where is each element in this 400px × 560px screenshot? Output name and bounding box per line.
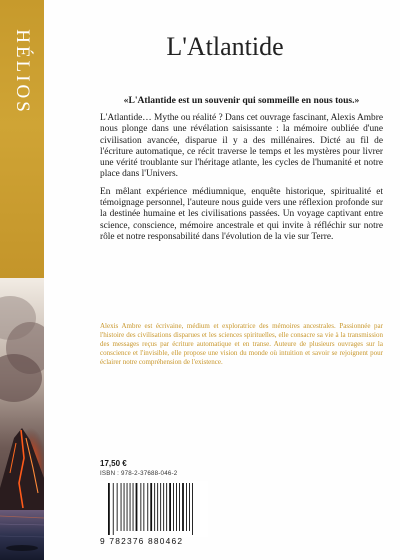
barcode-bar [133, 483, 134, 531]
barcode-bar [157, 483, 158, 531]
tagline-quote: «L'Atlantide est un souvenir qui sommeille en nous tous.» [123, 95, 360, 106]
barcode-bar [173, 483, 174, 531]
barcode-bar [140, 483, 141, 531]
spine-band [0, 0, 44, 560]
barcode-bar [143, 483, 144, 531]
barcode-bar [113, 483, 114, 535]
barcode-bar [192, 483, 193, 535]
publisher-name: HÉLIOS [12, 29, 33, 115]
barcode-bar [169, 483, 171, 531]
barcode-bar [182, 483, 184, 531]
blurb-paragraph-2: En mêlant expérience médiumnique, enquête historique, spiritualité et témoignage personnel, l'auteure nous guide vers une réflexion profonde sur la destinée humaine et les civilisations passées. Un voyage captivant entre science, conscience, mémoire ancestrale et qui invite à réfléchir sur notre rôle et notre responsabilité dans l'évolution de la vie sur Terre. [100, 186, 383, 242]
barcode-bar [189, 483, 190, 531]
isbn: ISBN : 978-2-37688-046-2 [100, 470, 178, 477]
barcode-bar [124, 483, 125, 531]
barcode-bar [154, 483, 155, 531]
barcode-bar [117, 483, 118, 531]
publisher-logo [0, 29, 44, 115]
blurb [100, 95, 383, 249]
barcode-bar [160, 483, 161, 531]
barcode-bar [136, 483, 138, 531]
volcano-eruption-illustration [0, 278, 44, 560]
barcode-bar [121, 483, 122, 531]
barcode-bar [176, 483, 177, 531]
barcode-bar [127, 483, 128, 531]
price: 17,50 € [100, 459, 127, 468]
blurb-paragraph-1: L'Atlantide… Mythe ou réalité ? Dans cet ouvrage fascinant, Alexis Ambre nous plonge dans une révélation saisissante : la mémoire oubliée d'une civilisation avancée, disparue il y a des millénaires. Dicté au fil de l'écriture automatique, ce récit traverse le temps et les mystères pour livrer une vérité troublante sur l'héritage atlante, les cycles de l'humanité et notre place dans l'Univers. [100, 113, 383, 180]
author-bio: Alexis Ambre est écrivaine, médium et exploratrice des mémoires ancestrales. Passionnée par l'histoire des civilisations disparues et les sciences spirituelles, elle consacre sa vie à la transmission des messages reçus par écriture automatique et en transe. Auteure de plusieurs ouvrages sur la conscience et l'invisible, elle propose une vision du monde où intuition et savoir se rejoignent pour éclairer notre compréhension de l'existence. [100, 322, 383, 366]
barcode-bar [130, 483, 131, 531]
barcode-bar [108, 483, 110, 535]
barcode-bar [163, 483, 164, 531]
ean-13-barcode [100, 481, 208, 537]
barcode-bar [147, 483, 148, 531]
book-title: L'Atlantide [166, 32, 284, 61]
barcode-bar [179, 483, 180, 531]
barcode-bar [186, 483, 187, 531]
barcode-bar [150, 483, 152, 531]
barcode-bar [166, 483, 167, 531]
barcode-digits: 9 782376 880462 [100, 536, 184, 546]
